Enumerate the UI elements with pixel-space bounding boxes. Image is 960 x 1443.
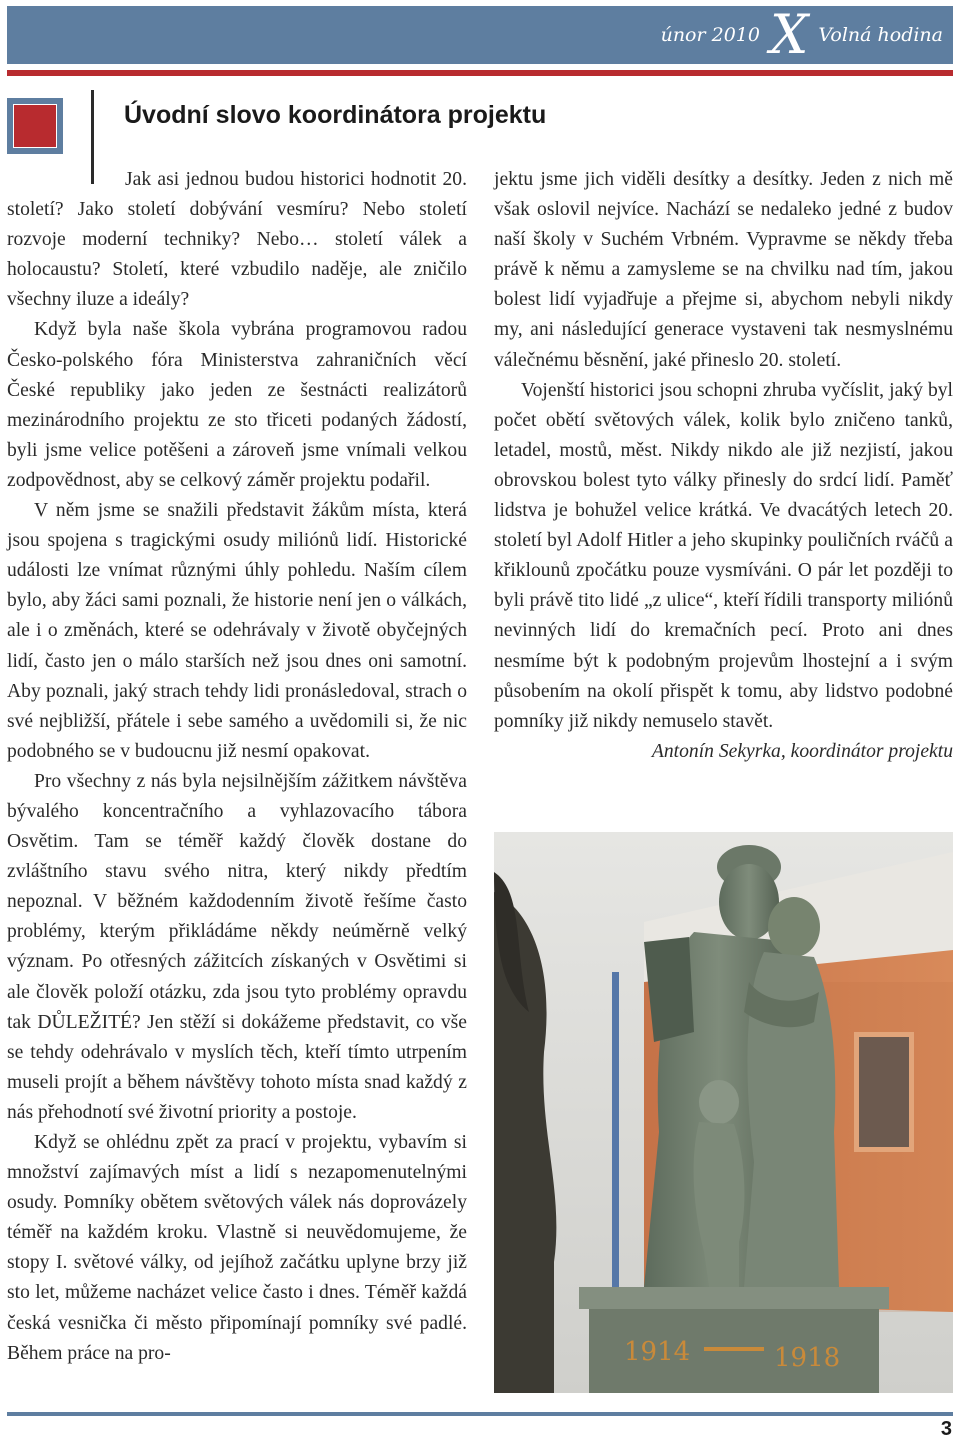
left-column [7,165,467,1369]
paragraph: jektu jsme jich viděli desítky a desítky. Jeden z nich mě však oslovil nejvíce. Nachází se nedaleko jedné z budov naší školy v Suchém Vrbném. Vypravme se někdy třeba právě k němu a zamysleme se na chvilku nad tím, jakou bolest lidí vyjadřuje a přejme si, abychom nebyli nikdy my, ani následující generace vystaveni tak nesmyslnému válečnému běsnění, jaké přineslo 20. století. [494,169,953,371]
title-square-inner [13,104,57,148]
paragraph: Pro všechny z nás byla nejsilnějším zážitkem návštěva bývalého koncentračního a vyhlazovacího tábora Osvětim. Tam se téměř každý člověk dostane do zvláštního stavu svého nitra, který nikdy předtím nepoznal. V běžném každodenním životě řešíme často problémy, kterým přikládáme někdy neúměrně velký význam. Po otřesných zážitcích získaných v Osvětimi si ale člověk položí otázku, zda jsou tyto problémy opravdu tak DŮLEŽITÉ? Jen stěží si dokážeme představit, co vše se tehdy odehrávalo v myslích těch, kteří tímto utrpením museli projít a během návštěvy tohoto místa snad každý z nás přehodnotí své životní priority a postoje. [7,770,467,1123]
paragraph: Vojenští historici jsou schopni zhruba vyčíslit, jaký byl počet obětí světových válek, kolik bylo zničeno tanků, letadel, mostů, měst. Nikdy nikdo ale již nezjistí, jakou obrovskou bolest tyto války přinesly do srdcí lidí. Paměť lidstva je bohužel velice krátká. Ve dvacátých letech 20. století byl Adolf Hitler a jeho skupinky pouličních rváčů a křiklounů zpočátku pouze vysmíváni. O pár let později to byli právě tito lidé „z ulice“, kteří řídili transporty miliónů nevinných lidí do kremačních pecí. Proto ani dnes nesmíme být k podobným projevům lhostejní a i svým působením na okolí přispět k tomu, aby lidstvo podobné pomníky již nikdy nemuselo stavět. [494,379,953,732]
paragraph: Když se ohlédnu zpět za prací v projektu, vybavím si množství zajímavých míst a lidí s nezapomenutelnými osudy. Pomníky obětem světových válek nás doprovázely téměř na každém kroku. Vlastně si neuvědomujeme, že stopy I. světové války, od jejíhož začátku uplyne brzy již sto let, můžeme nacházet velice často i dnes. Téměř každá česká vesnička či město připomínají pomníky své padlé. Během práce na pro- [7,1132,467,1364]
header-masthead [660,3,943,66]
header-issue: únor 2010 [660,24,760,46]
paragraph: Když byla naše škola vybrána programovou radou Česko-polského fóra Ministerstva zahraničních věcí České republiky jako jeden ze šestnácti realizátorů mezinárodního projektu ze sto třiceti podaných žádostí, byli jsme velice potěšeni a zároveň jsme vnímali velkou zodpovědnost, aby se celkový záměr projektu podařil. [7,319,467,491]
right-column [494,165,953,767]
paragraph: Jak asi jednou budou historici hodnotit 20. století? Jako století dobývání vesmíru? Nebo století rozvoje moderní techniky? Nebo… století válek a holocaustu? Století, které vzbudilo naděje, ale zničilo všechny iluze a ideály? [7,169,467,311]
header-magazine-name: Volná hodina [818,24,943,46]
header-red-rule [7,70,953,76]
inscription-1918: 1918 [774,1343,841,1373]
memorial-photo [494,832,953,1393]
paragraph: V něm jsme se snažili představit žákům místa, která jsou spojena s tragickými osudy miliónů lidí. Historické události lze vnímat různými úhly pohledu. Naším cílem bylo, aby žáci sami poznali, že historie není jen o válkách, ale i o změnách, které se odehrávaly v životě obyčejných lidí, často jen o málo starších než jsou dnes oni samotní. Aby poznali, jaký strach tehdy lidi pronásledoval, strach o své nejbližší, přátele i sebe samého a uvědomili si, že nic podobného se v budoucnu již nesmí opakovat. [7,500,467,762]
author-signature: Antonín Sekyrka, koordinátor projektu [651,740,953,762]
page-number: 3 [940,1418,952,1440]
title-square-icon [7,98,63,154]
article-title: Úvodní slovo koordinátora projektu [124,101,547,129]
header-band [7,3,953,66]
header-logo-x: X [769,3,809,66]
footer-rule [7,1412,953,1416]
inscription-1914: 1914 [624,1337,691,1367]
